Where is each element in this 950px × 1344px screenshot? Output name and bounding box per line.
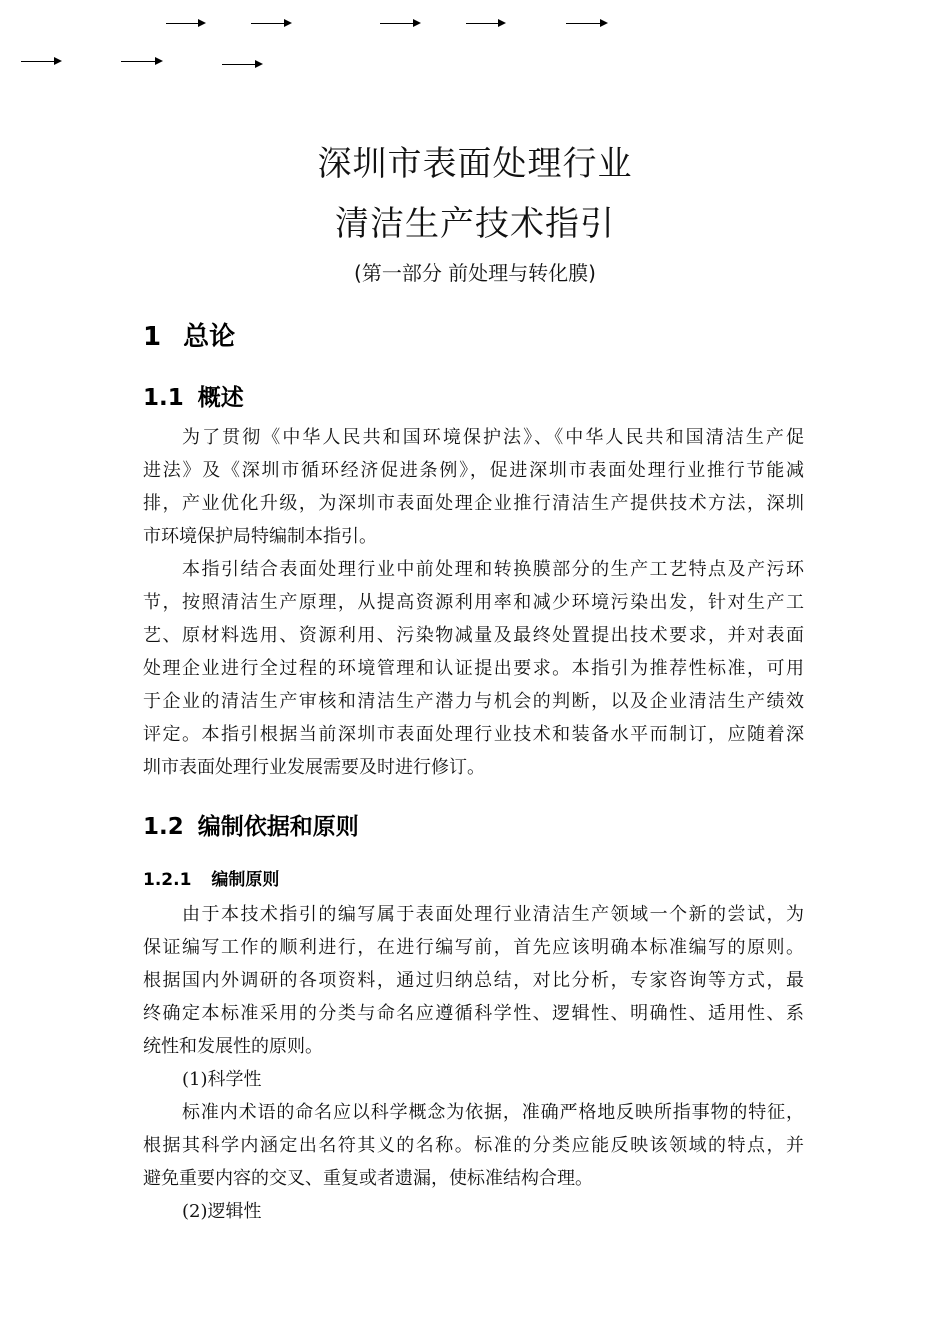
- paragraph-line: 市环境保护局特编制本指引。: [143, 526, 377, 547]
- paragraph-line: 标准内术语的命名应以科学概念为依据，准确严格地反映所指事物的特征，: [182, 1102, 804, 1123]
- paragraph-line: 避免重要内容的交叉、重复或者遗漏，使标准结构合理。: [143, 1168, 593, 1189]
- section-title: 概述: [197, 385, 244, 411]
- tab-arrow: [121, 61, 157, 62]
- paragraph-line: 进法》及《深圳市循环经济促进条例》，促进深圳市表面处理行业推行节能减: [143, 460, 804, 481]
- section-heading-1-1: [143, 379, 244, 412]
- section-title: 总论: [183, 322, 236, 352]
- paragraph-line: 统性和发展性的原则。: [143, 1036, 323, 1057]
- paragraph-line: 本指引结合表面处理行业中前处理和转换膜部分的生产工艺特点及产污环: [182, 559, 804, 580]
- paragraph-line: 评定。本指引根据当前深圳市表面处理行业技术和装备水平而制订，应随着深: [143, 724, 804, 745]
- tab-arrow: [466, 23, 500, 24]
- tab-arrow: [566, 23, 602, 24]
- paragraph-line: 根据其科学内涵定出名符其义的名称。标准的分类应能反映该领域的特点，并: [143, 1135, 804, 1156]
- list-item-label: (2)逻辑性: [182, 1201, 262, 1222]
- section-title: 编制原则: [211, 870, 280, 890]
- list-item-label: (1)科学性: [182, 1069, 262, 1090]
- tab-arrow: [21, 61, 56, 62]
- section-heading-1-2-1: [143, 865, 279, 890]
- tab-arrow: [166, 23, 200, 24]
- document-subtitle: (第一部分 前处理与转化膜): [354, 261, 596, 285]
- section-title: 编制依据和原则: [197, 814, 359, 840]
- section-heading-1-2: [143, 808, 359, 841]
- paragraph-line: 艺、原材料选用、资源利用、污染物减量及最终处置提出技术要求，并对表面: [143, 625, 804, 646]
- section-number: 1: [143, 322, 162, 352]
- section-heading-1: [143, 316, 235, 353]
- paragraph-line: 终确定本标准采用的分类与命名应遵循科学性、逻辑性、明确性、适用性、系: [143, 1003, 804, 1024]
- paragraph-line: 为了贯彻《中华人民共和国环境保护法》、《中华人民共和国清洁生产促: [182, 427, 804, 448]
- tab-arrow: [222, 64, 257, 65]
- tab-arrow: [380, 23, 415, 24]
- tab-arrow: [251, 23, 286, 24]
- paragraph-line: 保证编写工作的顺利进行，在进行编写前，首先应该明确本标准编写的原则。: [143, 937, 804, 958]
- section-number: 1.2.1: [143, 870, 192, 890]
- paragraph-line: 由于本技术指引的编写属于表面处理行业清洁生产领域一个新的尝试，为: [182, 904, 804, 925]
- paragraph-line: 处理企业进行全过程的环境管理和认证提出要求。本指引为推荐性标准，可用: [143, 658, 804, 679]
- paragraph-line: 于企业的清洁生产审核和清洁生产潜力与机会的判断，以及企业清洁生产绩效: [143, 691, 804, 712]
- paragraph-line: 圳市表面处理行业发展需要及时进行修订。: [143, 757, 485, 778]
- document-title-line-1: 深圳市表面处理行业: [317, 144, 633, 184]
- section-number: 1.2: [143, 814, 184, 840]
- section-number: 1.1: [143, 385, 184, 411]
- document-title-line-2: 清洁生产技术指引: [335, 204, 615, 244]
- paragraph-line: 根据国内外调研的各项资料，通过归纳总结，对比分析，专家咨询等方式，最: [143, 970, 804, 991]
- paragraph-line: 排，产业优化升级，为深圳市表面处理企业推行清洁生产提供技术方法，深圳: [143, 493, 804, 514]
- paragraph-line: 节，按照清洁生产原理，从提高资源利用率和减少环境污染出发，针对生产工: [143, 592, 804, 613]
